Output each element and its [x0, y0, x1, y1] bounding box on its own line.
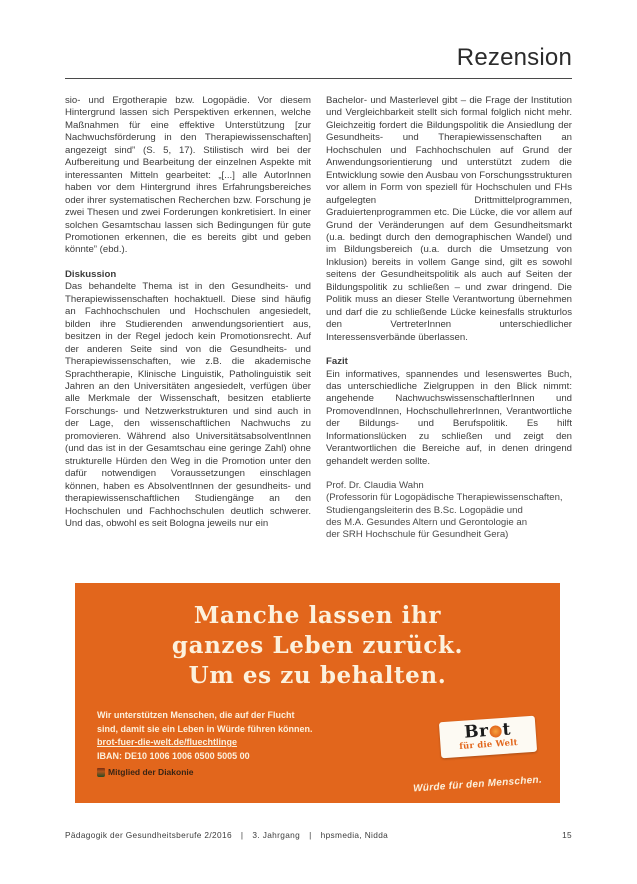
ad-donation-link: brot-fuer-die-welt.de/fluechtlinge — [97, 737, 238, 747]
brot-fuer-die-welt-logo — [439, 716, 537, 759]
logo-text-part: t — [501, 719, 512, 740]
author-title-line: des M.A. Gesundes Altern und Gerontologie an — [326, 516, 528, 528]
footer-volume: 3. Jahrgang — [252, 830, 301, 840]
left-column — [65, 95, 311, 530]
ad-iban: IBAN: DE10 1006 1006 0500 5005 00 — [97, 750, 250, 761]
author-title-line: (Professorin für Logopädische Therapiewissenschaften, — [326, 492, 563, 504]
footer-journal-name: Pädagogik der Gesundheitsberufe 2/2016 — [65, 830, 232, 840]
logo-subline: für die Welt — [458, 737, 519, 753]
ad-tagline: Würde für den Menschen. — [412, 774, 543, 795]
ad-headline-line: ganzes Leben zurück. — [171, 632, 464, 659]
body-paragraph: Bachelor- und Masterlevel gibt – die Frage der Institution und Vergleichbarkeit stellt sich formal folglich nicht mehr. Gleichzeitig fordert die Bildungspolitik die Ansiedlung der Gesundheits- und Therapiewissenschaften an Hochschulen und Fachhochschulen auf Grund der Anwendungsorientierung und unterstützt zudem die Entwicklung sowie den Ausbau von Forschungsstrukturen vor allem in Form von speziell für Hochschulen und FHs aufgelegten Drittmittelprogrammen, Graduiertenprogrammen etc. Die Lücke, die vor allem auf Grund der Veränderungen auf dem Gesundheitsmarkt (u.a. bedingt durch den demographischen Wandel) und im Bildungsbereich (u.a. durch die Umsetzung von Inklusion) bereits in vollem Gange sind, gilt es sowohl seitens der Gesundheitspolitik als auch auf Seiten der Bildungspolitik zu schließen – und zwar dringend. Die Politik muss an dieser Stelle Verantwortung übernehmen und darf die zu schließende Lücke keinesfalls strukturlos den VertreterInnen unterschiedlicher Interessensverbände überlassen. — [326, 95, 572, 343]
body-paragraph: Das behandelte Thema ist in den Gesundheits- und Therapiewissenschaften hochaktuell. Diese sind häufig an Fachhochschulen und Hochschulen angesiedelt, bilden ihre Studierenden anwendungsorientiert aus, besitzen in der Regel jedoch kein Promotionsrecht. Auf der anderen Seite sind von die Gesundheits- und Therapiewissenschaften, wie z.B. die akademische Sprachtherapie, Klinische Linguistik, Patholinguistik seit Jahren an den Universitäten angesiedelt, verfügen über alle Merkmale der Wissenschaft, besitzen etablierte Forschungs- und Netzwerkstrukturen und sind auch in der Lage, den wissenschaftlichen Nachwuchs zu promovieren. Während also UniversitätsabsolventInnen (und das ist in der Gesamtschau eine geringe Zahl) ohne strukturelle Hürden den Weg in die Promotion unter den dafür notwendigen Voraussetzungen einschlagen können, haben es AbsolventInnen der gesundheits- und therapiewissenschaftlichen Studiengänge an den Hochschulen und Fachhochschulen deutlich schwerer. Und das, obwohl es seit Bologna jeweils nur ein — [65, 281, 311, 529]
author-name: Prof. Dr. Claudia Wahn — [326, 480, 424, 492]
ad-body-line: sind, damit sie ein Leben in Würde führen können. — [97, 723, 313, 734]
ad-headline-line: Manche lassen ihr — [193, 602, 442, 629]
page-number: 15 — [562, 830, 572, 840]
author-block — [326, 480, 572, 541]
ad-body-text — [97, 709, 313, 763]
ad-headline-line: Um es zu behalten. — [188, 662, 447, 689]
body-paragraph: sio- und Ergotherapie bzw. Logopädie. Vor diesem Hintergrund lassen sich Perspektiven erkennen, welche Maßnahmen für eine effektive Unterstützung [zur Nachwuchsförderung in den Therapiewissenschaften] angezeigt sind” (S. 5, 17). Stilistisch wird bei der Aufbereitung und Bearbeitung der einzelnen Aspekte mit interessanten Mitteln gearbeitet: „[...] alle AutorInnen haben vor dem Hintergrund ihres Erfahrungsbereiches oder ihrer systematischen Recherchen bzw. Forschung je zwei Thesen und zwei Forderungen konkretisiert. In einer solchen Gesamtschau lassen sich Bedingungen für gute Promotionen erkennen, die es bereits gibt und geben könnte” (ebd.). — [65, 95, 311, 256]
logo-text-part: Br — [463, 720, 490, 743]
author-title-line: Studiengangsleiterin des B.Sc. Logopädie und — [326, 504, 523, 516]
ad-body-line: Wir unterstützen Menschen, die auf der Flucht — [97, 710, 295, 720]
footer-separator: | — [240, 830, 244, 840]
footer-separator: | — [309, 830, 312, 840]
footer-publisher: hpsmedia, Nidda — [320, 830, 389, 840]
membership-label: Mitglied der Diakonie — [108, 767, 194, 777]
grain-sun-icon — [489, 725, 502, 738]
section-heading-fazit: Fazit — [326, 356, 348, 368]
diakonie-membership — [97, 767, 194, 777]
brot-fuer-die-welt-advertisement — [75, 583, 560, 803]
section-heading-diskussion: Diskussion — [65, 268, 117, 280]
page-title: Rezension — [456, 44, 572, 71]
ad-headline — [75, 601, 560, 691]
body-paragraph: Ein informatives, spannendes und lesenswertes Buch, das unterschiedliche Zielgruppen in den Blick nimmt: angehende NachwuchswissenschaftlerInnen und PromovendInnen, HochschullehrerInnen, Verantwortliche der Bildungs- und Berufspolitik. Es hilft Informationslücken zu schließen und zeigt den Verantwortlichen die Bereiche auf, in denen dringend gehandelt werden sollte. — [326, 368, 572, 467]
right-column — [326, 95, 572, 541]
page-footer — [65, 830, 572, 840]
author-title-line: der SRH Hochschule für Gesundheit Gera) — [326, 528, 509, 540]
diakonie-crest-icon — [97, 768, 105, 777]
header-divider — [65, 78, 572, 79]
